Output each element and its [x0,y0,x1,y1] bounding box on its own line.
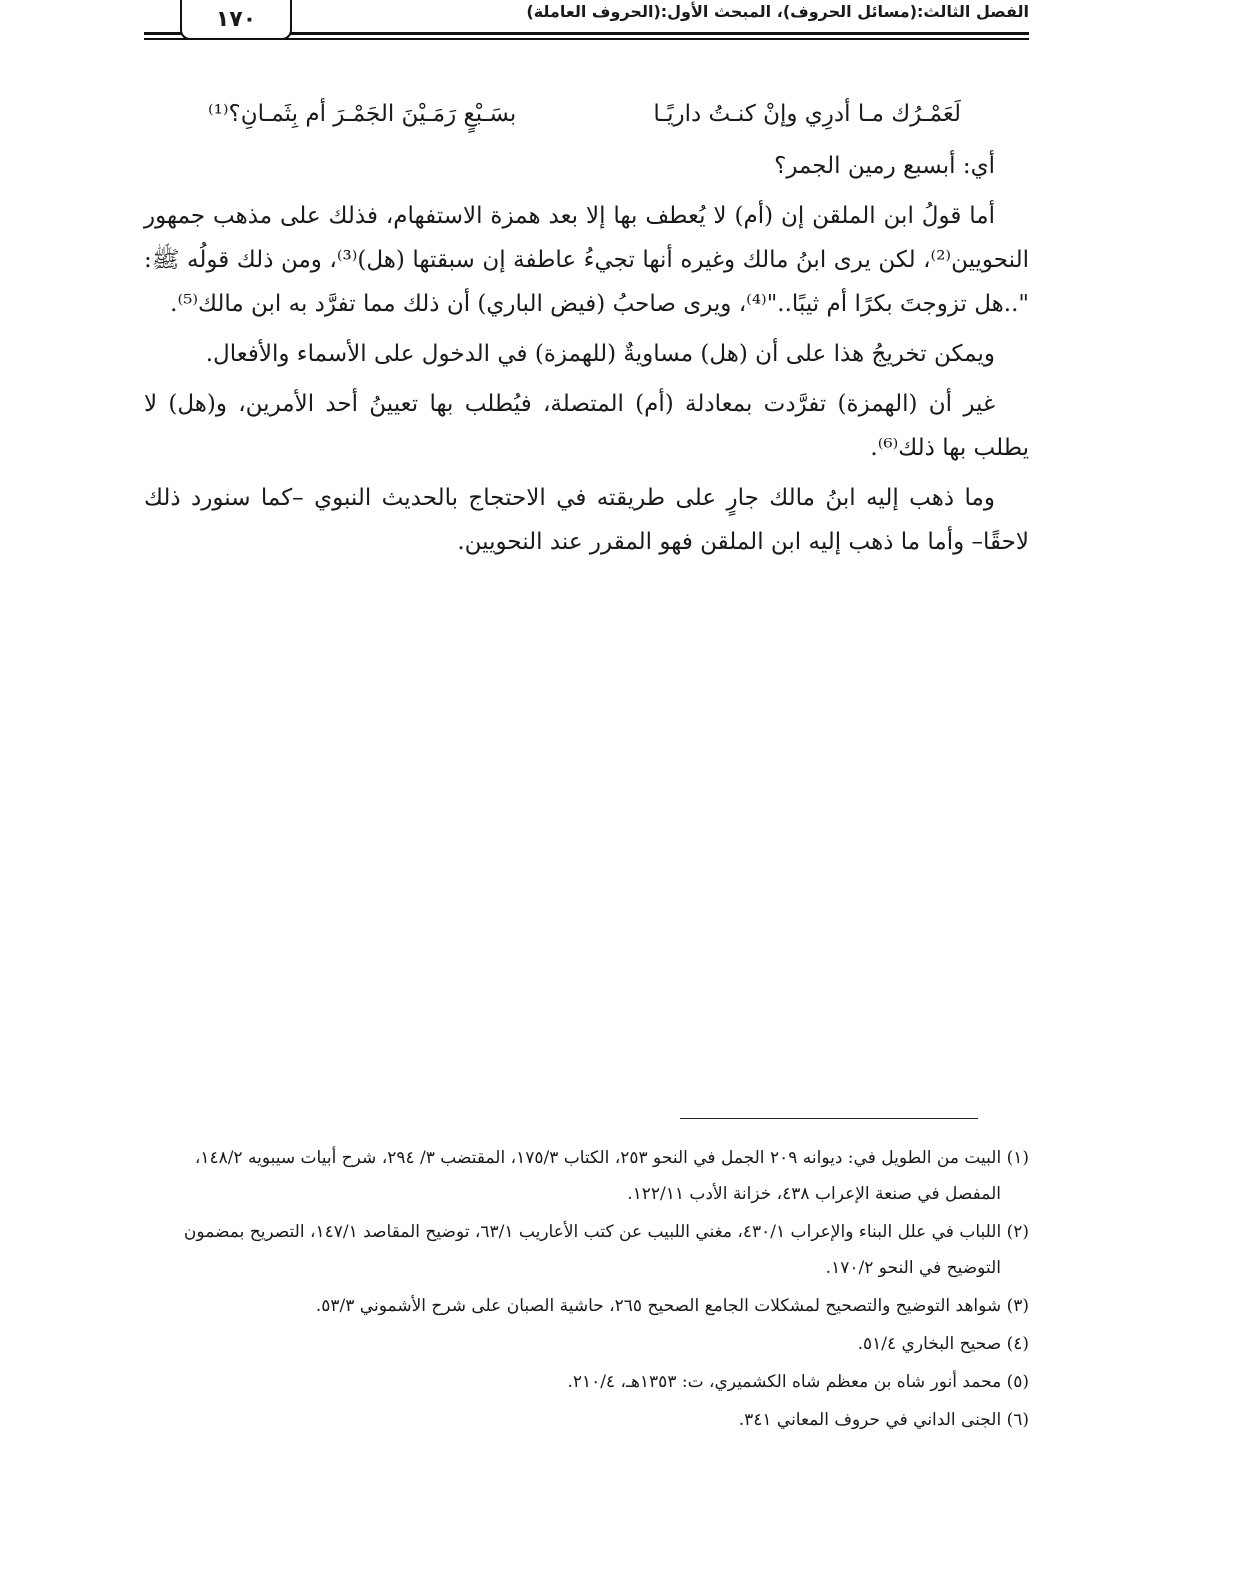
paragraph: غير أن (الهمزة) تفرَّدت بمعادلة (أم) المتصلة، فيُطلب بها تعيينُ أحد الأمرين، و(هل) لا يطلب بها ذلك⁽⁶⁾. [144,391,1029,461]
chapter-title: الفصل الثالث:(مسائل الحروف)، المبحث الأول:(الحروف العاملة) [526,2,1029,21]
paragraph: ويمكن تخريجُ هذا على أن (هل) مساويةٌ (للهمزة) في الدخول على الأسماء والأفعال. [205,341,995,367]
footnote: (٤) صحيح البخاري ٥١/٤. [857,1334,1029,1354]
poetry-verse [144,92,1029,136]
page-header [144,0,1029,42]
footnote-separator [680,1118,978,1119]
paragraph: أي: أبسبع رمين الجمر؟ [774,153,995,179]
paragraph: وما ذهب إليه ابنُ مالك جارٍ على طريقته في الاحتجاج بالحديث النبوي –كما سنورد ذلك لاحقًا– وأما ما ذهب إليه ابن الملقن فهو المقرر عند النحويين. [144,485,1029,555]
verse-hemistich-first: لَعَمْـرُك مـا أدرِي وإنْ كنـتُ داريًـا [653,101,961,127]
page-number: ١٧٠ [180,0,292,40]
verse-hemistich-second: بسَـبْعٍ رَمَـيْنَ الجَمْـرَ أم بِثَمـانِ؟⁽¹⁾ [208,101,517,127]
footnote: (٢) اللباب في علل البناء والإعراب ٤٣٠/١، مغني اللبيب عن كتب الأعاريب ٦٣/١، توضيح المقاصد ١٤٧/١، التصريح بمضمون التوضيح في النحو ١٧٠/٢. [183,1222,1029,1278]
main-text [144,92,1029,570]
footnote: (١) البيت من الطويل في: ديوانه ٢٠٩ الجمل في النحو ٢٥٣، الكتاب ١٧٥/٣، المقتضب ٣/ ٢٩٤، شرح أبيات سيبويه ١٤٨/٢، المفصل في صنعة الإعراب ٤٣٨، خزانة الأدب ١٢٢/١١. [194,1148,1029,1204]
footnote: (٥) محمد أنور شاه بن معظم شاه الكشميري، ت: ١٣٥٣هـ، ٢١٠/٤. [567,1372,1029,1392]
footnotes [144,1140,1029,1440]
paragraph: أما قولُ ابن الملقن إن (أم) لا يُعطف بها إلا بعد همزة الاستفهام، فذلك على مذهب جمهور النحويين⁽²⁾، لكن يرى ابنُ مالك وغيره أنها تجيءُ عاطفة إن سبقتها (هل)⁽³⁾، ومن ذلك قولُه ﷺ: "..هل تزوجتَ بكرًا أم ثيبًا.."⁽⁴⁾، ويرى صاحبُ (فيض الباري) أن ذلك مما تفرَّد به ابن مالك⁽⁵⁾. [144,203,1029,317]
footnote: (٦) الجنى الداني في حروف المعاني ٣٤١. [738,1410,1029,1430]
footnote: (٣) شواهد التوضيح والتصحيح لمشكلات الجامع الصحيح ٢٦٥، حاشية الصبان على شرح الأشموني ٥٣/٣. [315,1296,1029,1316]
